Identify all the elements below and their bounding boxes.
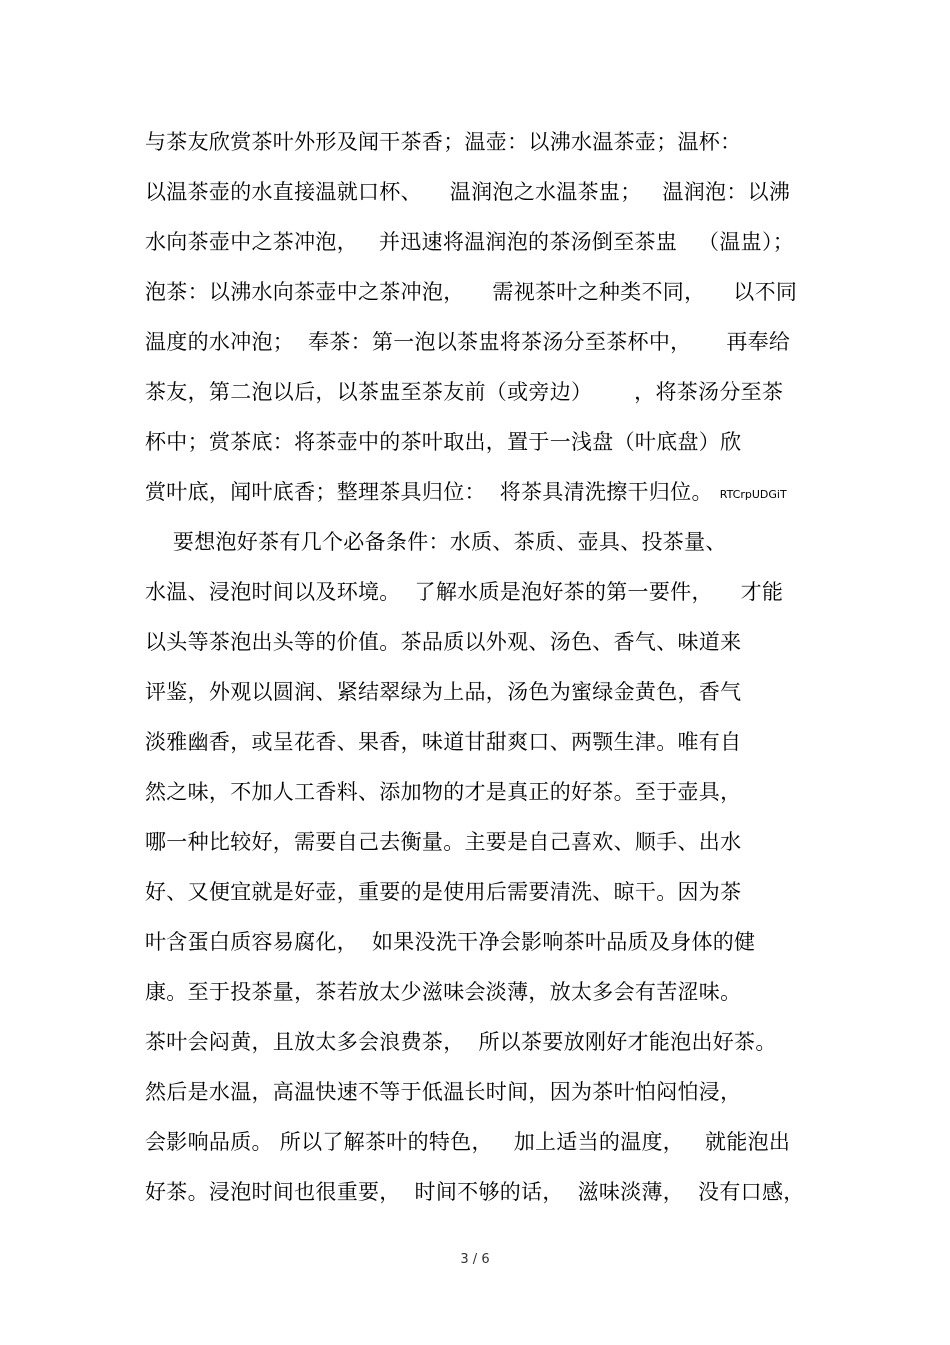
text-line: 杯中；赏茶底：将茶壶中的茶叶取出，置于一浅盘（叶底盘）欣 (145, 430, 742, 454)
text-line: 然之味，不加人工香料、添加物的才是真正的好茶。至于壶具， (145, 780, 742, 804)
text-line-body: 赏叶底，闻叶底香；整理茶具归位： 将茶具清洗擦干归位。 (145, 480, 713, 504)
text-line: 要想泡好茶有几个必备条件：水质、茶质、壶具、投茶量、 (145, 530, 727, 554)
text-line: 哪一种比较好，需要自己去衡量。主要是自己喜欢、顺手、出水 (145, 830, 742, 854)
text-line: 茶友，第二泡以后，以茶盅至茶友前（或旁边） ，将茶汤分至茶 (145, 380, 784, 404)
text-line: 水温、浸泡时间以及环境。 了解水质是泡好茶的第一要件， 才能 (145, 580, 784, 604)
text-line: 泡茶：以沸水向茶壶中之茶冲泡， 需视茶叶之种类不同， 以不同 (145, 280, 798, 304)
page-number: 3 / 6 (460, 1252, 490, 1267)
text-line: 以温茶壶的水直接温就口杯、 温润泡之水温茶盅； 温润泡：以沸 (145, 180, 791, 204)
text-line: 与茶友欣赏茶叶外形及闻干茶香；温壶：以沸水温茶壶；温杯： (145, 130, 742, 154)
text-line: 以头等茶泡出头等的价值。茶品质以外观、汤色、香气、味道来 (145, 630, 742, 654)
text-line: 温度的水冲泡； 奉茶：第一泡以茶盅将茶汤分至茶杯中， 再奉给 (145, 330, 791, 354)
text-line: 然后是水温，高温快速不等于低温长时间，因为茶叶怕闷怕浸， (145, 1080, 742, 1104)
text-line: 评鉴，外观以圆润、紧结翠绿为上品，汤色为蜜绿金黄色，香气 (145, 680, 742, 704)
text-line: 叶含蛋白质容易腐化， 如果没洗干净会影响茶叶品质及身体的健 (145, 930, 756, 954)
text-line: 好、又便宜就是好壶，重要的是使用后需要清洗、晾干。因为茶 (145, 880, 742, 904)
text-line: 康。至于投茶量，茶若放太少滋味会淡薄，放太多会有苦涩味。 (145, 980, 742, 1004)
text-line: 好茶。浸泡时间也很重要， 时间不够的话， 滋味淡薄， 没有口感， (145, 1180, 805, 1204)
text-line: 水向茶壶中之茶冲泡， 并迅速将温润泡的茶汤倒至茶盅 （温盅）； (145, 230, 795, 254)
text-line: 会影响品质。 所以了解茶叶的特色， 加上适当的温度， 就能泡出 (145, 1130, 791, 1154)
text-line-with-code (145, 478, 787, 509)
text-line: 茶叶会闷黄，且放太多会浪费茶， 所以茶要放刚好才能泡出好茶。 (145, 1030, 777, 1054)
text-line: 淡雅幽香，或呈花香、果香，味道甘甜爽口、两颚生津。唯有自 (145, 730, 742, 754)
reference-code: RTCrpUDGiT (719, 488, 787, 501)
